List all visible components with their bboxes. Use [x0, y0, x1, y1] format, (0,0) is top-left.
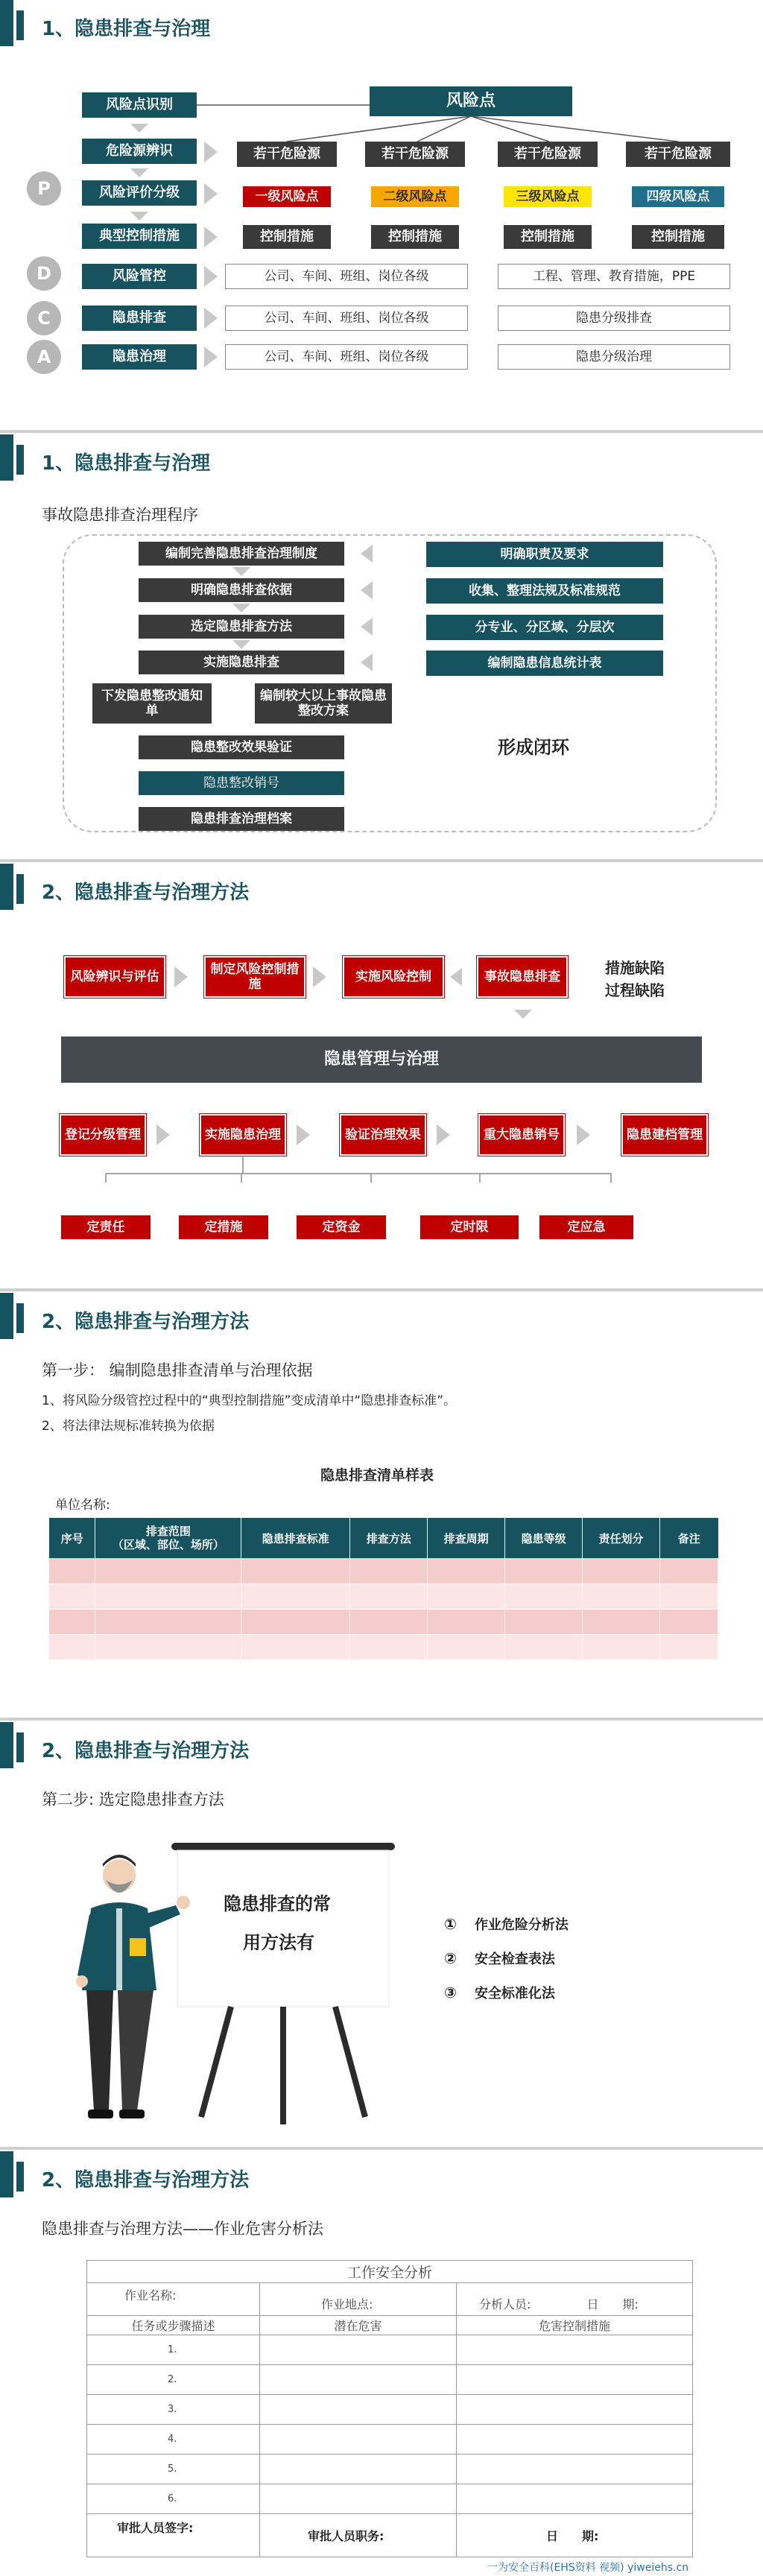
col-remark: 备注 — [677, 1531, 700, 1545]
control-measure-3: 控制措施 — [504, 225, 592, 249]
hazard-source-4: 若干危险源 — [626, 142, 730, 167]
method-label: 安全检查表法 — [474, 1952, 555, 1967]
flow-verify: 验证治理效果 — [340, 1114, 426, 1156]
table-row — [49, 1583, 718, 1609]
unit-name-label: 单位名称: — [55, 1498, 110, 1513]
arrow-left-4 — [361, 654, 373, 671]
flow-implement: 实施隐患治理 — [200, 1114, 286, 1156]
slide-title: 2、隐患排查与治理方法 — [42, 1311, 250, 1333]
right-item-laws: 收集、整理法规及标准规范 — [426, 578, 663, 604]
proc-verify: 隐患整改效果验证 — [139, 735, 344, 759]
slide-procedure — [0, 434, 763, 859]
control-measure-2: 控制措施 — [371, 225, 459, 249]
flow-archive: 隐患建档管理 — [621, 1114, 708, 1156]
arrow-right-sources — [204, 142, 218, 162]
field-analyst: 分析人员: — [479, 2297, 531, 2311]
method-num: ① — [444, 1915, 457, 1933]
col-hazard: 潜在危害 — [260, 2316, 457, 2335]
row-num: 4. — [87, 2425, 260, 2455]
arrow-down-p3 — [232, 640, 250, 649]
arrow-left-1 — [361, 545, 373, 563]
step-risk-point-identify: 风险点识别 — [82, 92, 197, 118]
watermark: 一为安全百科(EHS资料 视频) yiweiehs.cn — [487, 2562, 689, 2574]
risk-level-4: 四级风险点 — [632, 186, 724, 207]
hazard-source-2: 若干危险源 — [365, 142, 465, 167]
slide-subtitle: 隐患排查与治理方法——作业危害分析法 — [42, 2220, 323, 2238]
hazard-source-3: 若干危险源 — [498, 142, 598, 167]
fixed-deadline: 定时限 — [420, 1215, 519, 1239]
slide-jha-form — [0, 2151, 763, 2576]
proc-step-1: 编制完善隐患排查治理制度 — [139, 542, 344, 566]
table-row — [87, 2455, 693, 2484]
slide-subtitle: 事故隐患排查治理程序 — [42, 506, 198, 524]
pdca-a-badge: A — [27, 340, 61, 374]
field-approver: 审批人员签字: — [87, 2514, 260, 2557]
proc-archive: 隐患排查治理档案 — [139, 807, 344, 831]
hazard-source-1: 若干危险源 — [237, 142, 337, 167]
risk-level-1: 一级风险点 — [243, 186, 331, 207]
arrow-down-2 — [130, 168, 148, 177]
method-num: ② — [444, 1949, 457, 1967]
board-text-line2: 用方法有 — [243, 1932, 314, 1953]
slide-divider — [0, 430, 763, 433]
step-two-heading: 第二步: 选定隐患排查方法 — [42, 1791, 224, 1808]
field-job-name: 作业名称: — [87, 2283, 260, 2316]
title-accent-bar — [0, 1293, 13, 1339]
checklist-table — [49, 1518, 718, 1660]
right-item-duty: 明确职责及要求 — [426, 542, 663, 567]
risk-point-fan-lines — [0, 0, 763, 149]
control-measure-4: 控制措施 — [632, 225, 724, 249]
col-control: 危害控制措施 — [457, 2316, 693, 2335]
table-title: 隐患排查清单样表 — [320, 1467, 434, 1484]
table-row — [87, 2425, 693, 2455]
row-num: 2. — [87, 2365, 260, 2395]
step-risk-grading: 风险评价分级 — [82, 180, 197, 206]
banner-management: 隐患管理与治理 — [61, 1037, 702, 1083]
step-typical-control: 典型控制措施 — [82, 224, 197, 249]
col-scope: 排查范围 （区域、部位、场所） — [95, 1518, 241, 1558]
pdca-d-badge: D — [27, 256, 61, 291]
field-date-2: 日 期: — [457, 2514, 693, 2557]
point-2: 2、将法律法规标准转换为依据 — [42, 1419, 215, 1434]
method-label: 安全标准化法 — [474, 1986, 555, 2001]
slide-title: 1、隐患排查与治理 — [42, 452, 211, 475]
risk-point-box: 风险点 — [370, 86, 572, 116]
col-index: 序号 — [49, 1518, 95, 1558]
arrow-right-govern-row — [204, 346, 218, 367]
branch-plan: 编制较大以上事故隐患整改方案 — [255, 683, 392, 724]
govern-graded: 隐患分级治理 — [498, 344, 730, 370]
pdca-c-badge: C — [27, 301, 61, 335]
row-num: 1. — [87, 2335, 260, 2365]
board-text-line1: 隐患排查的常 — [224, 1893, 331, 1914]
slide-methods — [0, 1722, 763, 2147]
checklist-header-row — [49, 1518, 718, 1558]
title-accent-bar — [0, 434, 13, 481]
check-graded: 隐患分级排查 — [498, 306, 730, 331]
arrow-right-check-row — [204, 308, 218, 329]
slide-title: 1、隐患排查与治理 — [42, 18, 211, 40]
proc-step-4: 实施隐患排查 — [139, 651, 344, 674]
right-item-scope: 分专业、分区域、分层次 — [426, 615, 663, 640]
table-row — [87, 2365, 693, 2395]
row-num: 3. — [87, 2395, 260, 2425]
arrow-down-3 — [130, 212, 148, 221]
slide-divider — [0, 859, 763, 862]
col-standard: 隐患排查标准 — [241, 1518, 350, 1558]
branch-notice: 下发隐患整改通知单 — [92, 683, 212, 724]
flow-risk-assess: 风险辨识与评估 — [64, 956, 165, 998]
flow-major-close: 重大隐患销号 — [478, 1114, 565, 1156]
proc-step-2: 明确隐患排查依据 — [139, 578, 344, 602]
method-num: ③ — [444, 1984, 457, 2001]
slide-risk-flow — [0, 0, 763, 429]
slide-title: 2、隐患排查与治理方法 — [42, 2169, 250, 2192]
flow-control-plan: 制定风险控制措施 — [204, 956, 305, 998]
title-accent-bar — [0, 2151, 13, 2197]
pdca-p-badge: P — [27, 171, 61, 206]
slide-title: 2、隐患排查与治理方法 — [42, 1740, 250, 1762]
control-org-levels: 公司、车间、班组、岗位各级 — [225, 264, 468, 289]
table-row — [49, 1558, 718, 1583]
flow-control-implement: 实施风险控制 — [343, 956, 444, 998]
five-fixed-bracket — [0, 864, 763, 1236]
presenter-illustration — [45, 1834, 395, 2132]
col-level: 隐患等级 — [505, 1518, 583, 1558]
form-title: 工作安全分析 — [87, 2261, 693, 2283]
method-item — [444, 1941, 569, 1975]
table-row — [49, 1634, 718, 1659]
step-hazard-check: 隐患排查 — [82, 306, 197, 331]
jha-form-table — [86, 2260, 693, 2557]
method-label: 作业危险分析法 — [474, 1917, 569, 1933]
row-num: 6. — [87, 2484, 260, 2514]
step-risk-control: 风险管控 — [82, 264, 197, 289]
field-approver-title: 审批人员职务: — [260, 2514, 457, 2557]
checklist-body — [49, 1558, 718, 1659]
method-item — [444, 1975, 569, 2010]
slide-divider — [0, 1288, 763, 1291]
flow-hazard-check: 事故隐患排查 — [477, 956, 568, 998]
slide-management-flow — [0, 864, 763, 1288]
slide-divider — [0, 1718, 763, 1721]
arrow-right-measures — [204, 227, 218, 247]
flow-register: 登记分级管理 — [60, 1114, 146, 1156]
step-hazard-govern: 隐患治理 — [82, 344, 197, 370]
col-responsibility: 责任划分 — [583, 1518, 660, 1558]
risk-level-2: 二级风险点 — [371, 186, 459, 207]
arrow-right-levels — [204, 183, 218, 204]
step-hazard-identify: 危险源辨识 — [82, 139, 197, 164]
slide-checklist — [0, 1293, 763, 1718]
check-org-levels: 公司、车间、班组、岗位各级 — [225, 306, 468, 331]
note-measure-defect: 措施缺陷 — [605, 959, 665, 977]
arrow-right-control-row — [204, 266, 218, 287]
fixed-measures: 定措施 — [179, 1215, 268, 1239]
arrow-left-3 — [361, 618, 373, 636]
control-measures-types: 工程、管理、教育措施，PPE — [498, 264, 730, 289]
proc-step-3: 选定隐患排查方法 — [139, 615, 344, 639]
title-accent-bar — [0, 1722, 13, 1768]
fixed-emergency: 定应急 — [539, 1215, 633, 1239]
field-date: 日 期: — [586, 2297, 639, 2311]
slide-title: 2、隐患排查与治理方法 — [42, 882, 250, 904]
table-row — [87, 2395, 693, 2425]
col-method: 排查方法 — [350, 1518, 428, 1558]
col-task: 任务或步骤描述 — [87, 2316, 260, 2335]
table-row — [87, 2484, 693, 2514]
arrow-down-p1 — [232, 567, 250, 576]
slide-divider — [0, 2147, 763, 2150]
note-process-defect: 过程缺陷 — [605, 981, 665, 999]
table-row — [49, 1609, 718, 1634]
proc-close: 隐患整改销号 — [139, 771, 344, 795]
govern-org-levels: 公司、车间、班组、岗位各级 — [225, 344, 468, 370]
row-num: 5. — [87, 2455, 260, 2484]
right-item-stats: 编制隐患信息统计表 — [426, 651, 663, 676]
control-measure-1: 控制措施 — [243, 225, 331, 249]
arrow-left-2 — [361, 581, 373, 599]
risk-level-3: 三级风险点 — [504, 186, 592, 207]
fixed-responsibility: 定责任 — [61, 1215, 151, 1239]
method-list — [444, 1907, 569, 2010]
fixed-funds: 定资金 — [297, 1215, 386, 1239]
field-job-place: 作业地点: — [260, 2283, 457, 2316]
method-item — [444, 1907, 569, 1941]
table-row — [87, 2335, 693, 2365]
point-1: 1、将风险分级管控过程中的“典型控制措施”变成清单中“隐患排查标准”。 — [42, 1393, 457, 1408]
step-one-heading: 第一步： 编制隐患排查清单与治理依据 — [42, 1361, 313, 1379]
closed-loop-label: 形成闭环 — [498, 737, 569, 758]
arrow-down-p2 — [232, 604, 250, 613]
col-cycle: 排查周期 — [428, 1518, 505, 1558]
